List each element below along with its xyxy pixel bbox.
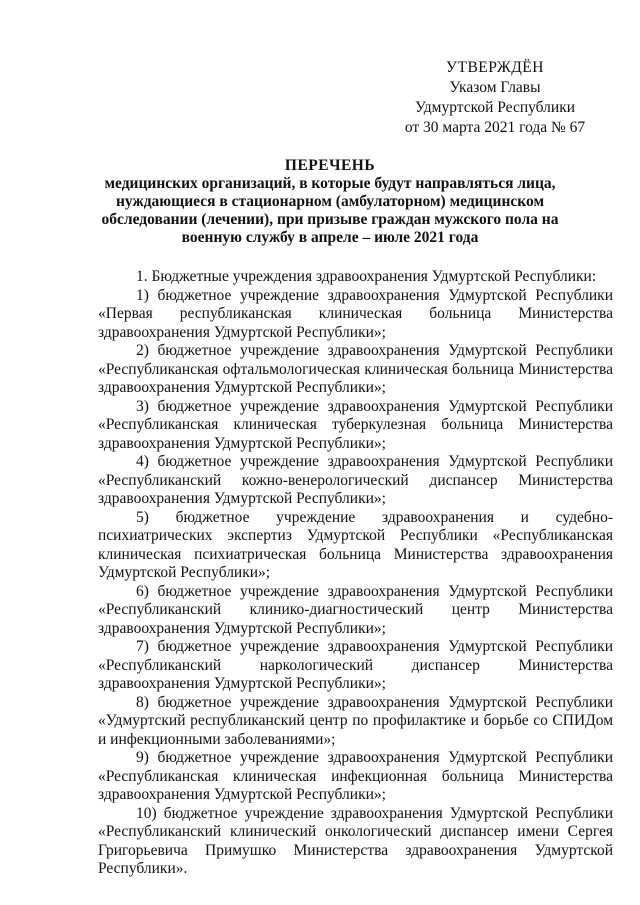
list-item: 8) бюджетное учреждение здравоохранения Удмуртской Республики «Удмуртский республиканский центр по профилактике и борьбе со СПИДом и инфекционными заболеваниями»; (98, 693, 613, 748)
document-body (98, 268, 613, 879)
heading-subtitle: медицинских организаций, в которые будут направляться лица, нуждающиеся в стационарном (амбулаторном) медицинском обследовании (лечении), при призыве граждан мужского пола на военную службу в апреле – июле 2021 года (101, 175, 559, 246)
list-item: 1) бюджетное учреждение здравоохранения Удмуртской Республики «Первая республиканская клиническая больница Министерства здравоохранения Удмуртской Республики»; (98, 286, 613, 341)
list-item: 7) бюджетное учреждение здравоохранения Удмуртской Республики «Республиканский наркологический диспансер Министерства здравоохранения Удмуртской Республики»; (98, 638, 613, 692)
approval-line-republic: Удмуртской Республики (414, 99, 576, 116)
list-item: 5) бюджетное учреждение здравоохранения и судебно-психиатрических экспертиз Удмуртской Республики «Республиканская клиническая психиатрическая больница Министерства здравоохранения Удмуртской Республики»; (98, 508, 613, 581)
section-title: 1. Бюджетные учреждения здравоохранения Удмуртской Республики: (136, 268, 597, 285)
approval-title: УТВЕРЖДЁН (446, 59, 544, 76)
list-item: 4) бюджетное учреждение здравоохранения Удмуртской Республики «Республиканский кожно-венерологический диспансер Министерства здравоохранения Удмуртской Республики»; (98, 453, 613, 507)
list-item: 3) бюджетное учреждение здравоохранения Удмуртской Республики «Республиканская клиническая туберкулезная больница Министерства здравоохранения Удмуртской Республики»; (98, 397, 613, 452)
list-item: 6) бюджетное учреждение здравоохранения Удмуртской Республики «Республиканский клинико-диагностический центр Министерства здравоохранения Удмуртской Республики»; (98, 582, 613, 637)
document-heading (80, 157, 580, 247)
heading-title: ПЕРЕЧЕНЬ (284, 157, 376, 174)
list-item: 9) бюджетное учреждение здравоохранения Удмуртской Республики «Республиканская клиническая инфекционная больница Министерства здравоохранения Удмуртской Республики»; (98, 749, 613, 803)
approval-line-date: от 30 марта 2021 года № 67 (404, 119, 586, 136)
approval-stamp (380, 58, 610, 138)
list-item: 2) бюджетное учреждение здравоохранения Удмуртской Республики «Республиканская офтальмологическая клиническая больница Министерства здравоохранения Удмуртской Республики»; (98, 342, 613, 396)
list-item: 10) бюджетное учреждение здравоохранения Удмуртской Республики «Республиканский клинический онкологический диспансер имени Сергея Григорьевича Примушко Министерства здравоохранения Удмуртской Республики». (98, 804, 613, 877)
approval-line-decree: Указом Главы (449, 79, 541, 96)
